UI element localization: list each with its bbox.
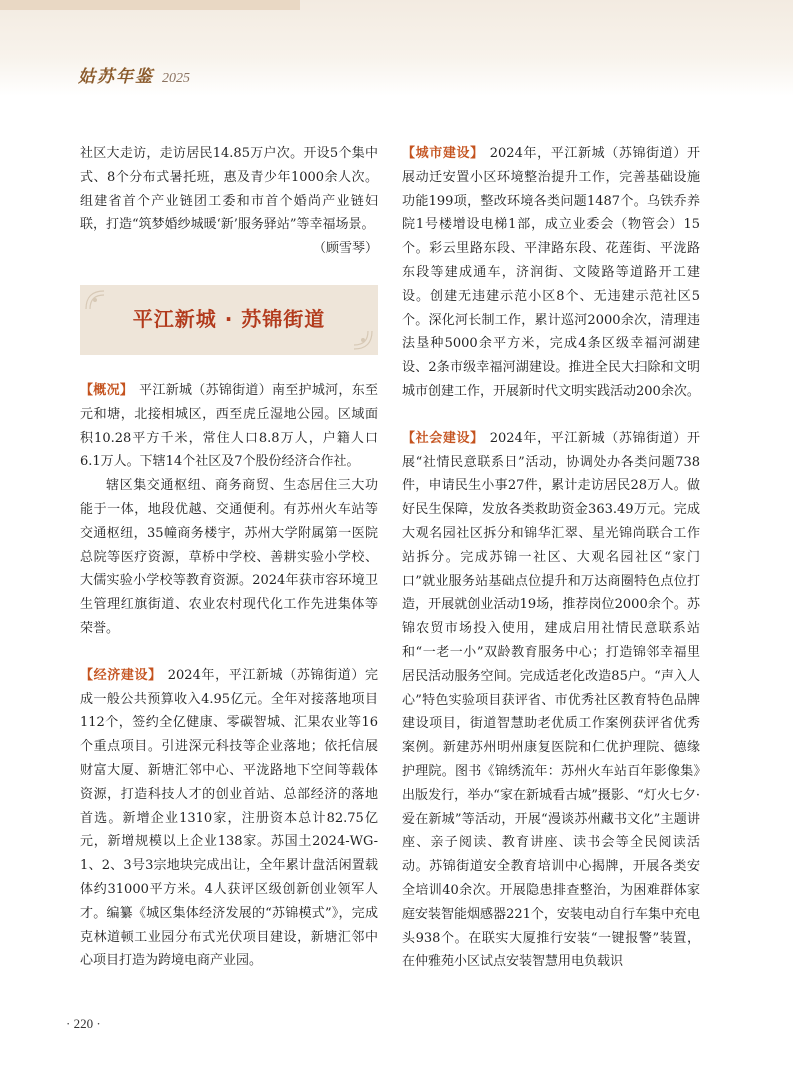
economy-paragraph [80,664,378,973]
corner-ornament-icon [352,329,374,351]
urban-paragraph [402,142,700,404]
intro-paragraph: 社区大走访，走访居民14.85万户次。开设5个集中式、8个分布式暑托班，惠及青少年1000余人次。组建省首个产业链团工委和市首个婚尚产业链妇联，打造“筑梦婚纱城暖‘新’服务驿站”等幸福场景。 [80,146,378,233]
overview-paragraph [80,379,378,474]
corner-ornament-icon [84,289,106,311]
publication-year: 2025 [162,71,190,86]
spacer [80,641,378,664]
economy-text: 2024年，平江新城（苏锦街道）完成一般公共预算收入4.95亿元。全年对接落地项目112个，签约全亿健康、零碳智城、汇果农业等16个重点项目。引进深元科技等企业落地；依托信展财富大厦、新塘汇邻中心、平泷路地下空间等载体资源，打造科技人才的创业首站、总部经济的落地首选。新增企业1310家，注册资本总计82.75亿元，新增规模以上企业138家。苏国土2024-WG-1、2、3号3宗地块完成出让，全年累计盘活闲置载体约31000平方米。4人获评区级创新创业领军人才。编纂《城区集体经济发展的“苏锦模式”》，完成克林道顿工业园分布式光伏项目建设，新塘汇邻中心项目打造为跨境电商产业园。 [80,667,378,969]
left-column [80,142,378,973]
section-banner [80,285,378,355]
running-head [78,62,190,87]
overview-continuation: 辖区集交通枢纽、商务商贸、生态居住三大功能于一体，地段优越、交通便利。有苏州火车站等交通枢纽，35幢商务楼宇，苏州大学附属第一医院总院等医疗资源，草桥中学校、善耕实验小学校、大儒实验小学校等教育资源。2024年获市容环境卫生管理红旗街道、农业农村现代化工作先进集体等荣誉。 [80,478,378,636]
urban-text: 2024年，平江新城（苏锦街道）开展动迁安置小区环境整治提升工作，完善基础设施功能199项，整改环境各类问题1487个。乌铁乔养院1号楼增设电梯1部，成立业委会（物管会）15个。彩云里路东段、平津路东段、花莲街、平泷路东段等建成通车，济润街、文陵路等道路开工建设。创建无违建示范小区8个、无违建示范社区5个。深化河长制工作，累计巡河2000余次，清理违法垦种5000余平方米，完成4条区级幸福河湖建设、2条市级幸福河湖建设。推进全民大扫除和文明城市创建工作，开展新时代文明实践活动200余次。 [402,146,700,399]
spacer [402,404,700,427]
social-text: 2024年，平江新城（苏锦街道）开展“社情民意联系日”活动，协调处办各类问题738件，申请民生小事27件，累计走访居民28万人。做好民生保障，发放各类救助资金363.49万元。完成大观名园社区拆分和锦华汇翠、星光锦尚联合工作站拆分。完成苏锦一社区、大观名园社区“家门口”就业服务站基础点位提升和万达商圈特色点位打造，开展就创业活动19场，推荐岗位2000余个。苏锦农贸市场投入使用，建成启用社情民意联系站和“一老一小”双龄教育服务中心；打造锦邻幸福里居民活动服务空间。完成适老化改造85户。“声入人心”特色实验项目获评省、市优秀社区教育特色品牌建设项目，街道智慧助老优质工作案例获评省优秀案例。新建苏州明州康复医院和仁优护理院、德缘护理院。图书《锦绣流年：苏州火车站百年影像集》出版发行，举办“家在新城看古城”摄影、“灯火七夕·爱在新城”等活动，开展“漫谈苏州藏书文化”主题讲座、亲子阅读、教育讲座、读书会等全民阅读活动。苏锦街道安全教育培训中心揭牌，开展各类安全培训40余次。开展隐患排查整治，为困难群体家庭安装智能烟感器221个，安装电动自行车集中充电头938个。在联实大厦推行安装“一键报警”装置，在仲雅苑小区试点安装智慧用电负载识 [402,430,700,970]
right-column [402,142,700,974]
page-number: · 220 · [66,1016,101,1031]
social-tag: 【社会建设】 [402,430,484,446]
header-accent-strip [0,0,300,10]
economy-tag: 【经济建设】 [80,667,162,683]
overview-tag: 【概况】 [80,382,134,398]
author-signature: （顾雪琴） [312,241,378,257]
section-title: 平江新城 · 苏锦街道 [132,307,326,332]
publication-logo: 姑苏年鉴 [78,67,154,87]
overview-text: 平江新城（苏锦街道）南至护城河，东至元和塘，北接相城区，西至虎丘湿地公园。区域面积10.28平方千米，常住人口8.8万人，户籍人口6.1万人。下辖14个社区及7个股份经济合作社。 [80,382,378,470]
social-paragraph [402,427,700,974]
urban-tag: 【城市建设】 [402,146,484,161]
